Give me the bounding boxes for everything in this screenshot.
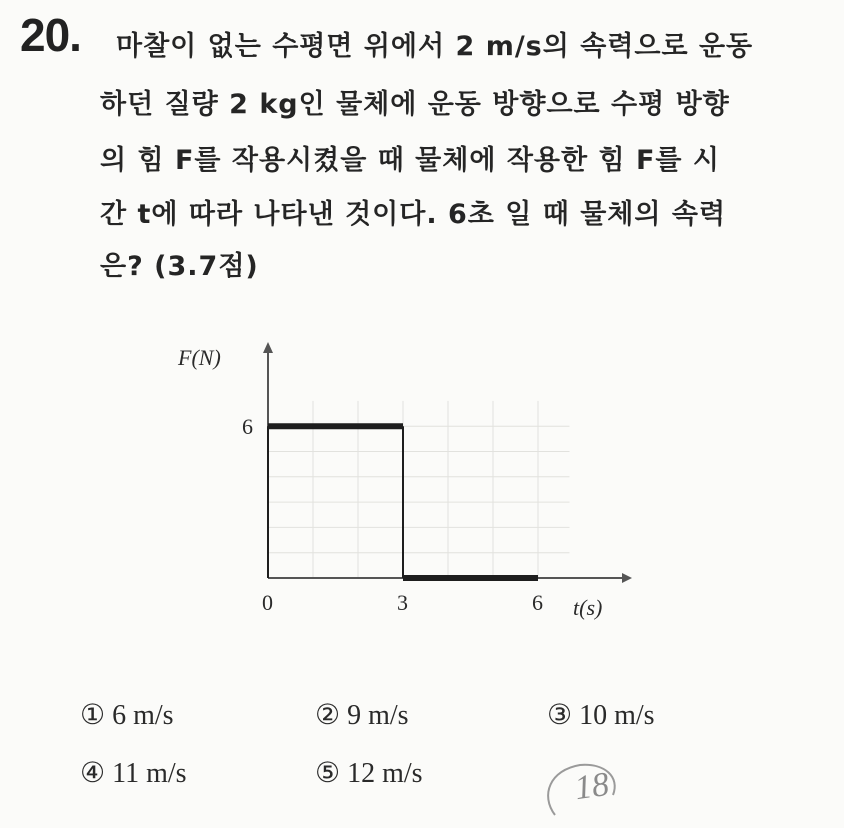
question-text-line: 마찰이 없는 수평면 위에서 2 m/s의 속력으로 운동 [116,31,754,62]
x-axis-arrow [622,573,632,583]
y-tick-label: 6 [242,414,253,440]
choice-text: 6 m/s [112,700,174,731]
choice-marker: ① [80,700,106,731]
choice-text: 10 m/s [579,700,655,731]
choice-marker: ③ [547,700,573,731]
question-number: 20. [20,9,81,61]
force-time-graph [140,310,660,640]
question-text-line: 간 t에 따라 나타낸 것이다. 6초 일 때 물체의 속력 [100,199,727,230]
choice-4[interactable] [80,756,187,790]
choice-1[interactable] [80,698,174,732]
choice-text: 9 m/s [347,700,409,731]
x-tick-label: 3 [397,590,408,615]
choice-text: 11 m/s [112,758,187,789]
tick-labels [242,414,543,615]
question-text-line: 하던 질량 2 kg인 물체에 운동 방향으로 수평 방향 [100,89,730,120]
x-axis-label: t(s) [573,595,603,620]
question-text-line: 의 힘 F를 작용시켰을 때 물체에 작용한 힘 F를 시 [100,145,720,176]
x-tick-label: 6 [532,590,543,615]
choice-marker: ⑤ [315,758,341,789]
choice-marker: ② [315,700,341,731]
choice-2[interactable] [315,698,409,732]
choice-text: 12 m/s [347,758,423,789]
question-text-line: 은? (3.7점) [100,251,259,282]
choice-marker: ④ [80,758,106,789]
choice-5[interactable] [315,756,423,790]
handwritten-score: 18 [572,765,612,808]
choice-3[interactable] [547,698,655,732]
answer-choices [80,698,780,808]
x-tick-label: 0 [262,590,273,615]
y-axis-arrow [263,342,273,353]
y-axis-label: F(N) [178,345,221,370]
